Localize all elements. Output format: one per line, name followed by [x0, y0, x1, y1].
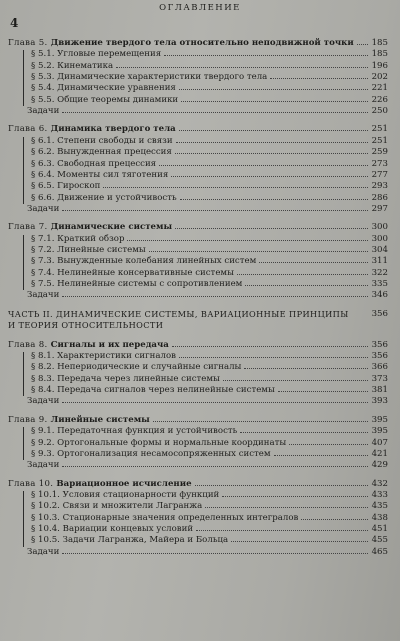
section-entry[interactable]	[31, 362, 388, 373]
section-entry[interactable]	[31, 95, 388, 106]
entry-text: § 9.1. Передаточная функция и устойчивость	[31, 426, 238, 437]
entry-page-number: 407	[371, 437, 388, 448]
leader-dots	[237, 274, 368, 275]
entry-page-number: 259	[371, 147, 388, 158]
entry-page-number: 300	[371, 222, 388, 233]
part-title-line: ЧАСТЬ II. ДИНАМИЧЕСКИЕ СИСТЕМЫ, ВАРИАЦИОННЫЕ ПРИНЦИПЫ	[8, 308, 349, 319]
entry-page-number: 185	[371, 38, 388, 48]
leader-dots	[205, 507, 367, 508]
entry-text: Задачи	[27, 396, 60, 407]
entry-page-number: 373	[371, 373, 388, 384]
leader-dots	[62, 112, 367, 113]
entry-page-number: 202	[371, 72, 388, 83]
entry-page-number: 395	[371, 426, 388, 437]
leader-dots	[179, 130, 368, 131]
entry-text: § 8.4. Передача сигналов через нелинейные системы	[31, 385, 275, 396]
entry-page-number: 451	[371, 523, 388, 534]
section-bracket	[23, 352, 24, 396]
part-heading[interactable]	[8, 309, 388, 331]
leader-dots	[172, 346, 368, 347]
entry-page-number: 366	[371, 362, 388, 373]
leader-dots	[240, 432, 367, 433]
entry-text: § 10.5. Задачи Лагранжа, Майера и Больца	[31, 535, 229, 546]
entry-page-number: 221	[371, 83, 388, 94]
leader-dots	[278, 391, 368, 392]
entry-page-number: 356	[371, 351, 388, 362]
leader-dots	[103, 187, 367, 188]
entry-text: § 10.2. Связи и множители Лагранжа	[31, 501, 203, 512]
entry-text: § 6.4. Моменты сил тяготения	[31, 169, 169, 180]
leader-dots	[175, 228, 368, 229]
entry-page-number: 251	[371, 124, 388, 135]
entry-text: § 7.1. Краткий обзор	[31, 233, 125, 244]
leader-dots	[153, 421, 368, 422]
leader-dots	[259, 262, 367, 263]
problems-entry[interactable]	[27, 547, 388, 558]
section-entry[interactable]	[31, 49, 388, 60]
problems-entry[interactable]	[27, 204, 388, 215]
section-entry[interactable]	[31, 245, 388, 256]
entry-page-number: 304	[371, 244, 388, 255]
entry-text: § 7.2. Линейные системы	[31, 244, 146, 255]
entry-text: Глава 9. Линейные системы	[8, 414, 150, 425]
entry-text: § 9.3. Ортогонализация несамосопряженных систем	[31, 448, 271, 459]
entry-page-number: 395	[371, 414, 388, 425]
entry-page-number: 297	[371, 203, 388, 214]
section-entry[interactable]	[31, 159, 388, 170]
leader-dots	[62, 553, 367, 554]
entry-page-number: 381	[371, 385, 388, 396]
entry-page-number: 465	[371, 546, 388, 557]
chapter-heading[interactable]	[8, 124, 388, 135]
problems-entry[interactable]	[27, 106, 388, 117]
chapter-heading[interactable]	[8, 340, 388, 351]
entry-text: Глава 7. Динамические системы	[8, 222, 173, 233]
entry-page-number: 393	[371, 396, 388, 407]
section-bracket	[23, 491, 24, 547]
leader-dots	[274, 455, 368, 456]
section-bracket	[23, 427, 24, 460]
problems-entry[interactable]	[27, 290, 388, 301]
leader-dots	[245, 285, 367, 286]
entry-page-number: 435	[371, 501, 388, 512]
entry-text: Задачи	[27, 203, 60, 214]
part-title-line: И ТЕОРИЯ ОТНОСИТЕЛЬНОСТИ	[8, 319, 164, 330]
problems-entry[interactable]	[27, 460, 388, 471]
entry-text: § 8.3. Передача через линейные системы	[31, 373, 220, 384]
section-entry[interactable]	[31, 535, 388, 546]
section-entry[interactable]	[31, 72, 388, 83]
leader-dots	[116, 67, 367, 68]
entry-text: Глава 6. Динамика твердого тела	[8, 124, 176, 135]
entry-text: § 5.2. Кинематика	[31, 60, 114, 71]
entry-text: § 6.1. Степени свободы и связи	[31, 135, 173, 146]
entry-page-number: 438	[371, 512, 388, 523]
page-number: 4	[10, 16, 19, 30]
leader-dots	[270, 78, 367, 79]
section-bracket	[23, 235, 24, 291]
entry-page-number: 356	[371, 339, 388, 350]
entry-text: § 10.1. Условия стационарности функций	[31, 489, 220, 500]
section-entry[interactable]	[31, 61, 388, 72]
leader-dots	[181, 101, 367, 102]
entry-text: § 6.5. Гироскоп	[31, 181, 101, 192]
entry-page-number: 322	[371, 267, 388, 278]
leader-dots	[179, 357, 368, 358]
section-entry[interactable]	[31, 147, 388, 158]
entry-text: § 6.3. Свободная прецессия	[31, 158, 157, 169]
leader-dots	[127, 240, 367, 241]
leader-dots	[164, 55, 367, 56]
page-header: ОГЛАВЛЕНИЕ	[159, 3, 241, 13]
chapter-heading[interactable]	[8, 415, 388, 426]
entry-text: Глава 5. Движение твердого тела относительно неподвижной точки	[8, 38, 354, 48]
section-entry[interactable]	[31, 490, 388, 501]
leader-dots	[301, 519, 367, 520]
entry-text: § 6.6. Движение и устойчивость	[31, 192, 177, 203]
entry-page-number: 311	[371, 256, 388, 267]
section-entry[interactable]	[31, 193, 388, 204]
entry-page-number: 250	[371, 106, 388, 117]
leader-dots	[289, 444, 367, 445]
leader-dots	[171, 176, 367, 177]
leader-dots	[180, 199, 368, 200]
entry-page-number: 429	[371, 460, 388, 471]
section-entry[interactable]	[31, 374, 388, 385]
entry-text: § 7.3. Вынужденные колебания линейных систем	[31, 256, 257, 267]
section-entry[interactable]	[31, 256, 388, 267]
section-entry[interactable]	[31, 513, 388, 524]
section-entry[interactable]	[31, 170, 388, 181]
entry-page-number: 346	[371, 290, 388, 301]
entry-page-number: 300	[371, 233, 388, 244]
entry-text: Глава 10. Вариационное исчисление	[8, 478, 192, 489]
entry-text: § 5.5. Общие теоремы динамики	[31, 94, 179, 105]
section-entry[interactable]	[31, 268, 388, 279]
leader-dots	[179, 89, 368, 90]
entry-page-number: 293	[371, 181, 388, 192]
entry-text: § 7.4. Нелинейные консервативные системы	[31, 267, 234, 278]
section-entry[interactable]	[31, 181, 388, 192]
entry-page-number: 455	[371, 535, 388, 546]
section-entry[interactable]	[31, 83, 388, 94]
section-entry[interactable]	[31, 524, 388, 535]
section-entry[interactable]	[31, 501, 388, 512]
entry-page-number: 185	[371, 49, 388, 60]
entry-text: Задачи	[27, 546, 60, 557]
section-entry[interactable]	[31, 279, 388, 290]
entry-page-number: 433	[371, 489, 388, 500]
entry-text: § 10.4. Вариации концевых условий	[31, 523, 194, 534]
chapter-heading[interactable]	[8, 479, 388, 490]
section-entry[interactable]	[31, 426, 388, 437]
entry-page-number: 226	[371, 94, 388, 105]
entry-text: § 7.5. Нелинейные системы с сопротивлением	[31, 279, 243, 289]
entry-page-number: 277	[371, 169, 388, 180]
section-bracket	[23, 50, 24, 106]
leader-dots	[176, 142, 368, 143]
chapter-heading[interactable]	[8, 222, 388, 233]
entry-text: Задачи	[27, 460, 60, 471]
section-bracket	[23, 137, 24, 204]
entry-text: § 9.2. Ортогональные формы и нормальные координаты	[31, 437, 287, 448]
entry-text: § 5.3. Динамические характеристики твердого тела	[31, 72, 268, 83]
section-entry[interactable]	[31, 234, 388, 245]
section-entry[interactable]	[31, 449, 388, 460]
leader-dots	[231, 541, 367, 542]
entry-text: Задачи	[27, 106, 60, 117]
entry-page-number: 251	[371, 135, 388, 146]
section-entry[interactable]	[31, 385, 388, 396]
leader-dots	[149, 251, 368, 252]
leader-dots	[244, 368, 367, 369]
leader-dots	[222, 496, 367, 497]
leader-dots	[62, 402, 367, 403]
leader-dots	[62, 296, 367, 297]
leader-dots	[196, 530, 368, 531]
entry-text: § 5.1. Угловые перемещения	[31, 49, 162, 60]
entry-text: § 6.2. Вынужденная прецессия	[31, 147, 172, 158]
section-entry[interactable]	[31, 438, 388, 449]
leader-dots	[357, 44, 368, 45]
section-entry[interactable]	[31, 351, 388, 362]
entry-page-number: 432	[371, 478, 388, 489]
entry-text: § 8.1. Характеристики сигналов	[31, 351, 176, 362]
chapter-heading[interactable]	[8, 38, 388, 49]
leader-dots	[223, 380, 368, 381]
part-page-number: 356	[371, 308, 388, 319]
entry-text: § 8.2. Непериодические и случайные сигналы	[31, 362, 242, 373]
entry-text: Задачи	[27, 290, 60, 301]
entry-text: Глава 8. Сигналы и их передача	[8, 339, 169, 350]
section-entry[interactable]	[31, 136, 388, 147]
entry-text: § 10.3. Стационарные значения определенных интегралов	[31, 512, 299, 523]
entry-page-number: 286	[371, 192, 388, 203]
leader-dots	[175, 153, 368, 154]
entry-page-number: 273	[371, 158, 388, 169]
leader-dots	[159, 165, 367, 166]
entry-page-number: 335	[371, 279, 388, 289]
problems-entry[interactable]	[27, 396, 388, 407]
leader-dots	[195, 485, 368, 486]
entry-text: § 5.4. Динамические уравнения	[31, 83, 176, 94]
leader-dots	[62, 210, 367, 211]
entry-page-number: 421	[371, 448, 388, 459]
entry-page-number: 196	[371, 60, 388, 71]
leader-dots	[62, 466, 367, 467]
